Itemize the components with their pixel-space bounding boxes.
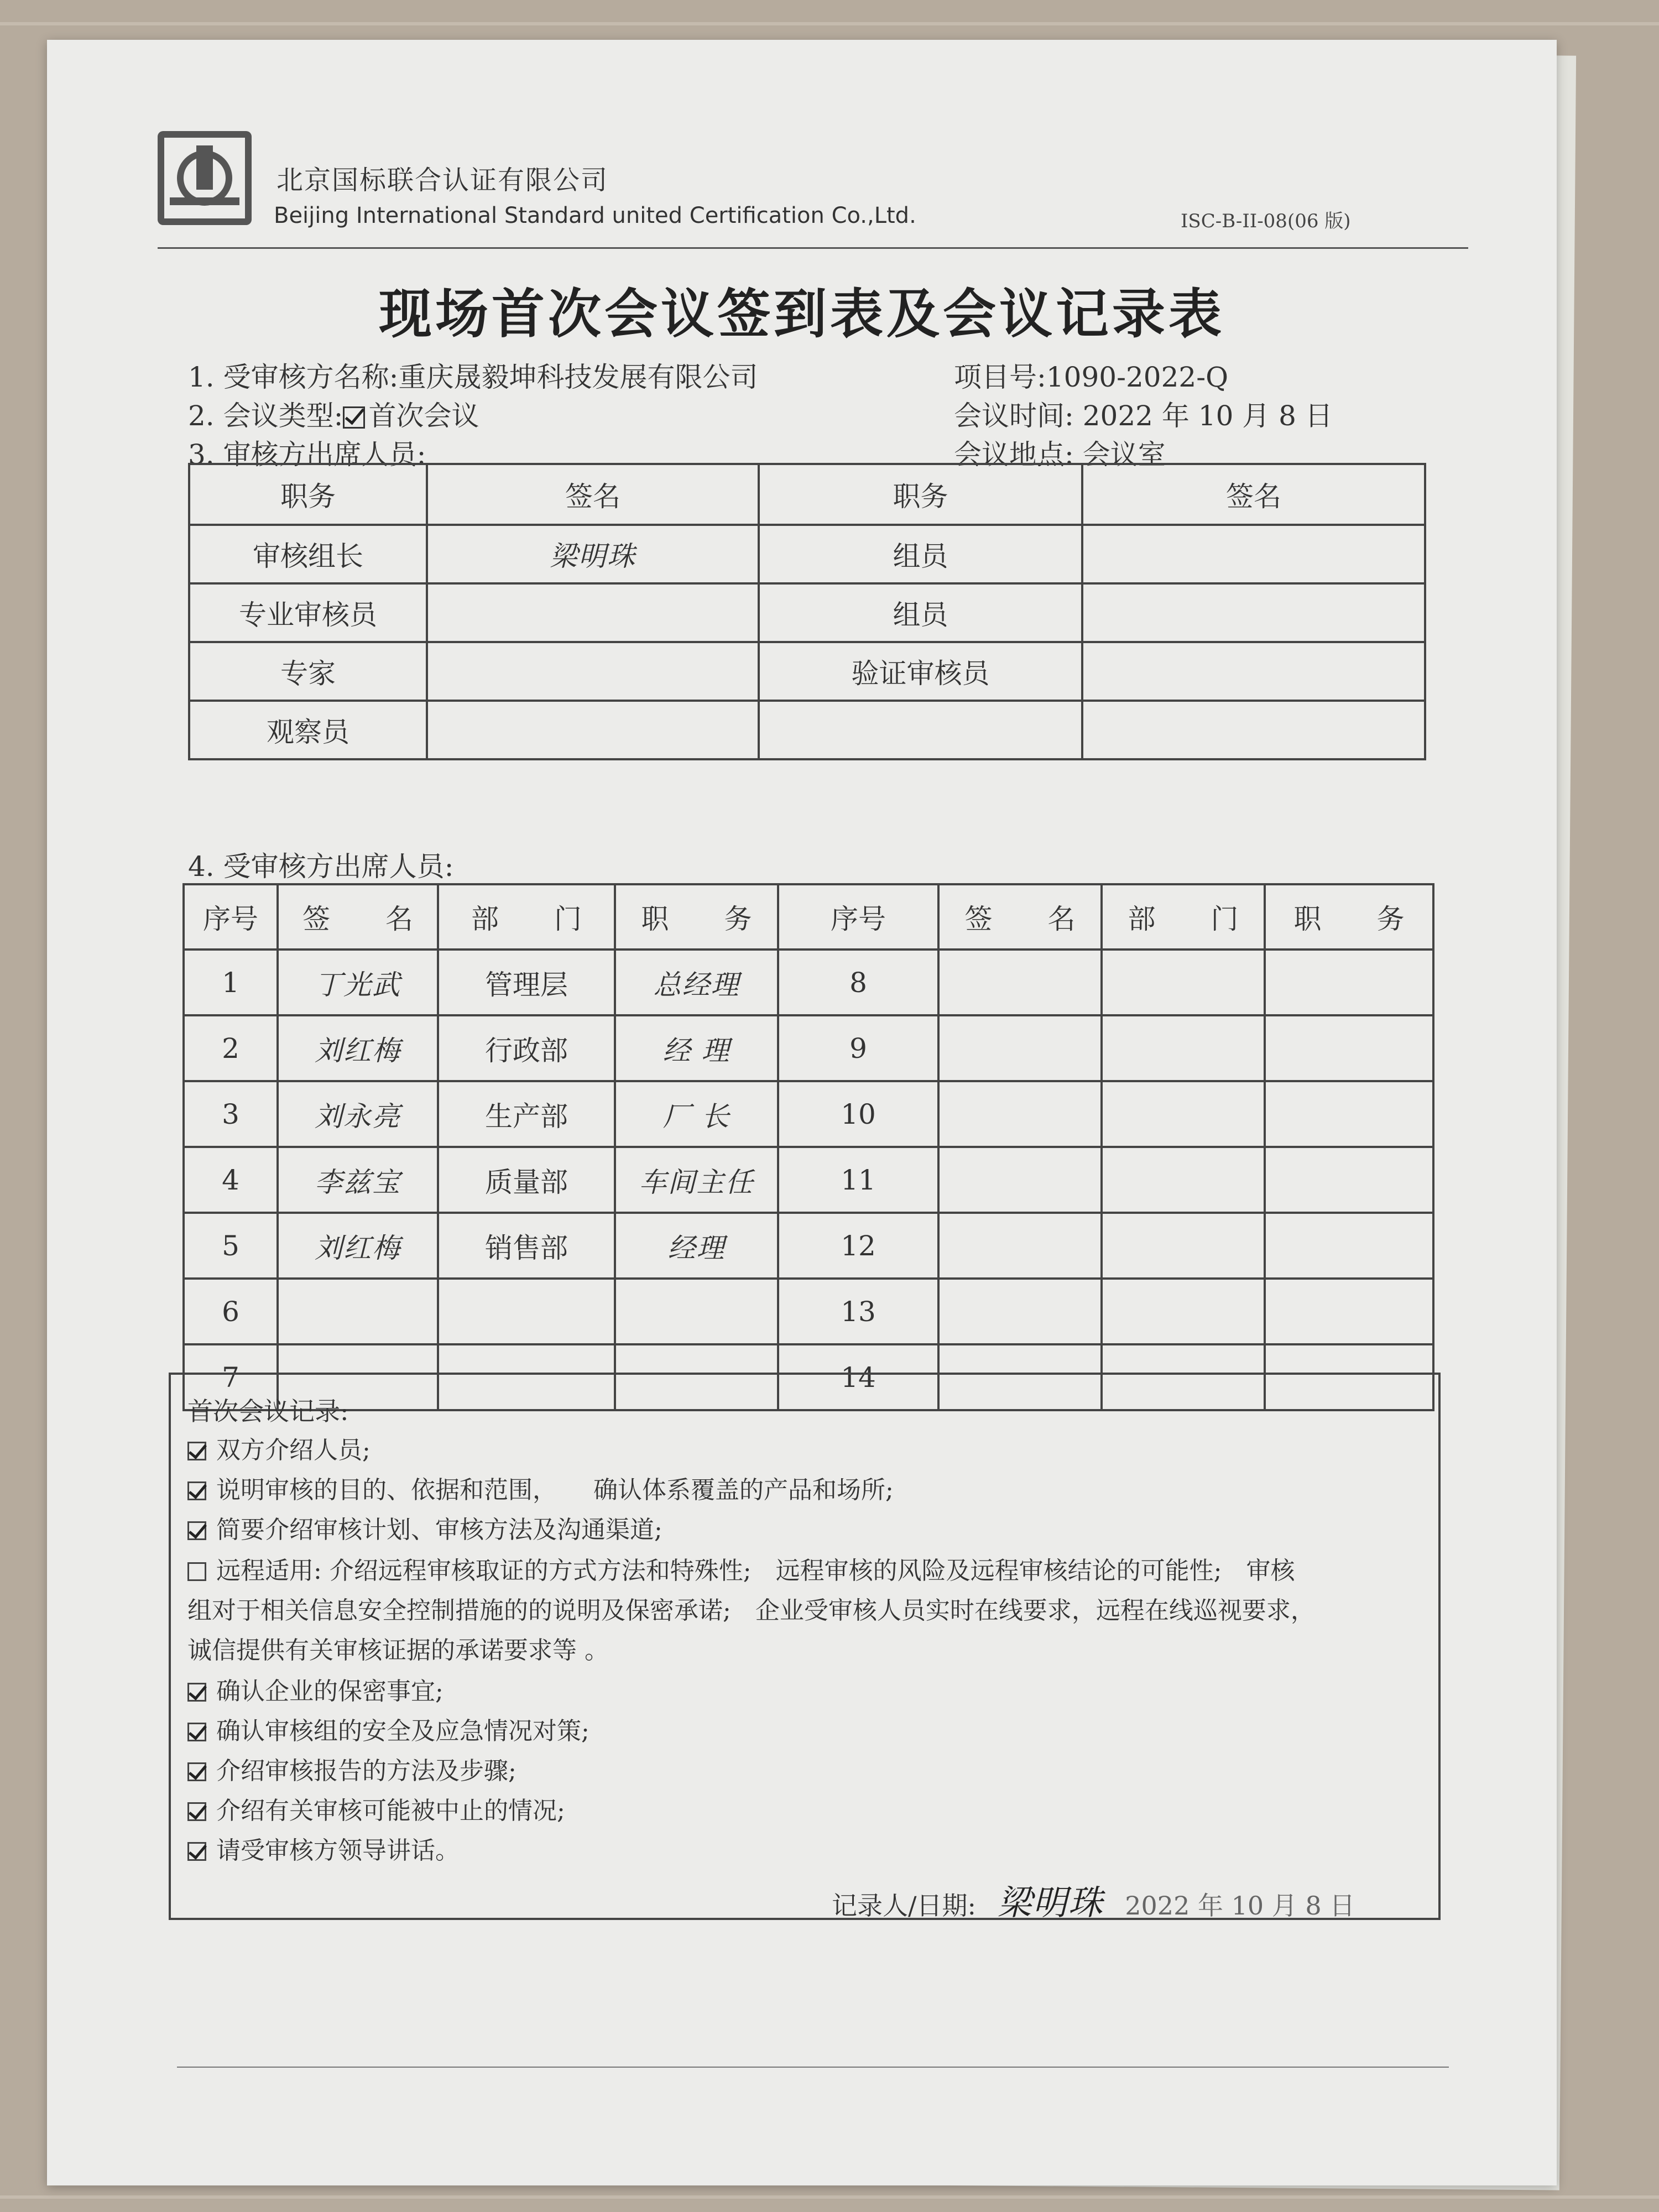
table-row [184,950,1433,1015]
checked-box-icon [187,1683,206,1702]
title-cell: 厂 长 [615,1081,778,1147]
signature-cell [278,1279,438,1344]
header-rule [158,247,1468,249]
signature-cell [938,1081,1102,1147]
meeting-type-label: 2. 会议类型: [188,400,343,432]
row-number: 4 [184,1147,278,1213]
record-item-text: 说明审核的目的、依据和范围， 确认体系覆盖的产品和场所; [216,1476,894,1504]
table-row [184,1015,1433,1081]
title-cell [1265,1279,1433,1344]
header-department: 部 门 [438,884,615,950]
document-code: ISC-B-II-08(06 版) [1181,210,1351,232]
signature-cell [1082,642,1425,701]
department-cell [1102,1081,1265,1147]
auditor-attendees-label: 3. 审核方出席人员: [188,439,426,471]
auditor-attendance-table [188,463,1426,760]
signature-cell: 梁明珠 [427,525,759,583]
header-title: 职 务 [615,884,778,950]
document-sheet [47,40,1557,2185]
meeting-place: 会议地点: 会议室 [954,439,1166,471]
row-number: 1 [184,950,278,1015]
logo-mark-icon [164,138,245,218]
meeting-time: 会议时间: 2022 年 10 月 8 日 [954,400,1333,432]
table-row [189,583,1425,642]
record-item-text: 介绍有关审核可能被中止的情况; [216,1797,565,1825]
title-cell [1265,1081,1433,1147]
table-row [184,1147,1433,1213]
signature-cell: 刘红梅 [278,1015,438,1081]
unchecked-box-icon [187,1562,206,1581]
row-number: 13 [778,1279,938,1344]
record-heading: 首次会议记录: [187,1396,349,1426]
record-item-continuation: 诚信提供有关审核证据的承诺要求等 。 [187,1636,609,1665]
signature-cell [1082,701,1425,759]
header-number: 序号 [184,884,278,950]
signature-cell [427,701,759,759]
checked-box-icon [187,1842,206,1861]
table-row [184,1081,1433,1147]
record-item-text: 介绍审核报告的方法及步骤; [216,1757,517,1785]
checked-box-icon [343,406,365,429]
department-cell [1102,1147,1265,1213]
meeting-type-field [188,394,479,434]
record-item [187,1791,565,1826]
role-cell: 组员 [759,583,1082,642]
signature-cell [1082,583,1425,642]
signature-cell: 李兹宝 [278,1147,438,1213]
record-item-text: 远程适用: 介绍远程审核取证的方式方法和特殊性; 远程审核的风险及远程审核结论的可能性; 审核 [216,1557,1295,1585]
header-department: 部 门 [1102,884,1265,950]
role-cell: 组员 [759,525,1082,583]
recorder-label: 记录人/日期: [832,1891,976,1921]
company-name-en: Beijing International Standard united Certification Co.,Ltd. [274,203,916,228]
checked-box-icon [187,1802,206,1821]
record-date: 2022 年 10 月 8 日 [1125,1891,1355,1921]
project-number: 项目号:1090-2022-Q [954,361,1229,393]
header-signature: 签名 [427,464,759,525]
table-row [189,642,1425,701]
checked-box-icon [187,1762,206,1781]
role-cell: 专家 [189,642,427,701]
department-cell: 质量部 [438,1147,615,1213]
role-cell: 专业审核员 [189,583,427,642]
record-item-text: 确认企业的保密事宜; [216,1677,444,1705]
checked-box-icon [187,1723,206,1741]
record-item [187,1711,589,1746]
row-number: 12 [778,1213,938,1279]
department-cell: 行政部 [438,1015,615,1081]
department-cell [1102,1279,1265,1344]
record-item [187,1671,444,1707]
company-name-cn: 北京国标联合认证有限公司 [276,165,609,196]
row-number: 5 [184,1213,278,1279]
company-logo [158,131,252,225]
table-row [184,1279,1433,1344]
form-title: 现场首次会议签到表及会议记录表 [379,283,1225,345]
signature-cell [427,642,759,701]
signature-cell: 刘永亮 [278,1081,438,1147]
department-cell [1102,1213,1265,1279]
header-role: 职务 [189,464,427,525]
title-cell: 车间主任 [615,1147,778,1213]
row-number: 7 [184,1344,278,1410]
meeting-record-box [169,1373,1441,1923]
auditee-value: 重庆晟毅坤科技发展有限公司 [398,361,758,393]
row-number: 3 [184,1081,278,1147]
department-cell [438,1279,615,1344]
footer-rule [177,2067,1449,2068]
row-number: 9 [778,1015,938,1081]
table-row [189,525,1425,583]
signature-cell [1082,525,1425,583]
row-number: 11 [778,1147,938,1213]
header-role: 职务 [759,464,1082,525]
recorder-line [832,1875,1355,1924]
checked-box-icon [187,1521,206,1540]
role-cell: 审核组长 [189,525,427,583]
signature-cell [938,1015,1102,1081]
role-cell: 观察员 [189,701,427,759]
auditee-attendees-label: 4. 受审核方出席人员: [188,851,454,883]
auditee-label: 1. 受审核方名称: [188,361,399,393]
record-item [187,1830,460,1866]
title-cell [1265,1015,1433,1081]
role-cell: 验证审核员 [759,642,1082,701]
title-cell: 经理 [615,1213,778,1279]
department-cell [1102,950,1265,1015]
title-cell [615,1279,778,1344]
signature-cell [938,1279,1102,1344]
record-item-continuation: 组对于相关信息安全控制措施的的说明及保密承诺; 企业受审核人员实时在线要求，远程在线巡视要求， [187,1597,1315,1625]
record-item [187,1430,371,1465]
header-signature: 签 名 [278,884,438,950]
row-number: 6 [184,1279,278,1344]
row-number: 8 [778,950,938,1015]
record-item-text: 简要介绍审核计划、审核方法及沟通渠道; [216,1516,662,1544]
header-signature: 签 名 [938,884,1102,950]
signature-cell [938,1213,1102,1279]
record-item [187,1751,517,1786]
header-title: 职 务 [1265,884,1433,950]
table-row [189,701,1425,759]
signature-cell [938,1147,1102,1213]
record-item-text: 双方介绍人员; [216,1436,371,1464]
record-item [187,1551,1295,1586]
record-item [187,1510,662,1545]
row-number: 2 [184,1015,278,1081]
department-cell [1102,1015,1265,1081]
table-row [184,1213,1433,1279]
signature-cell [427,583,759,642]
checked-box-icon [187,1481,206,1500]
department-cell: 生产部 [438,1081,615,1147]
department-cell: 管理层 [438,950,615,1015]
role-cell [759,701,1082,759]
table-header-row [184,884,1433,950]
row-number: 10 [778,1081,938,1147]
title-cell [1265,1213,1433,1279]
title-cell [1265,1147,1433,1213]
signature-cell: 刘红梅 [278,1213,438,1279]
signature-cell: 丁光武 [278,950,438,1015]
record-item-text: 确认审核组的安全及应急情况对策; [216,1717,589,1745]
header-signature: 签名 [1082,464,1425,525]
header-number: 序号 [778,884,938,950]
row-number: 14 [778,1344,938,1410]
recorder-signature: 梁明珠 [997,1882,1104,1923]
auditee-field [188,355,758,395]
title-cell: 总经理 [615,950,778,1015]
signature-cell [938,950,1102,1015]
meeting-type-value: 首次会议 [368,400,479,432]
auditee-attendance-table [182,883,1434,1411]
checked-box-icon [187,1442,206,1460]
title-cell: 经 理 [615,1015,778,1081]
department-cell: 销售部 [438,1213,615,1279]
title-cell [1265,950,1433,1015]
record-item [187,1470,894,1505]
record-item-text: 请受审核方领导讲话。 [216,1837,460,1865]
